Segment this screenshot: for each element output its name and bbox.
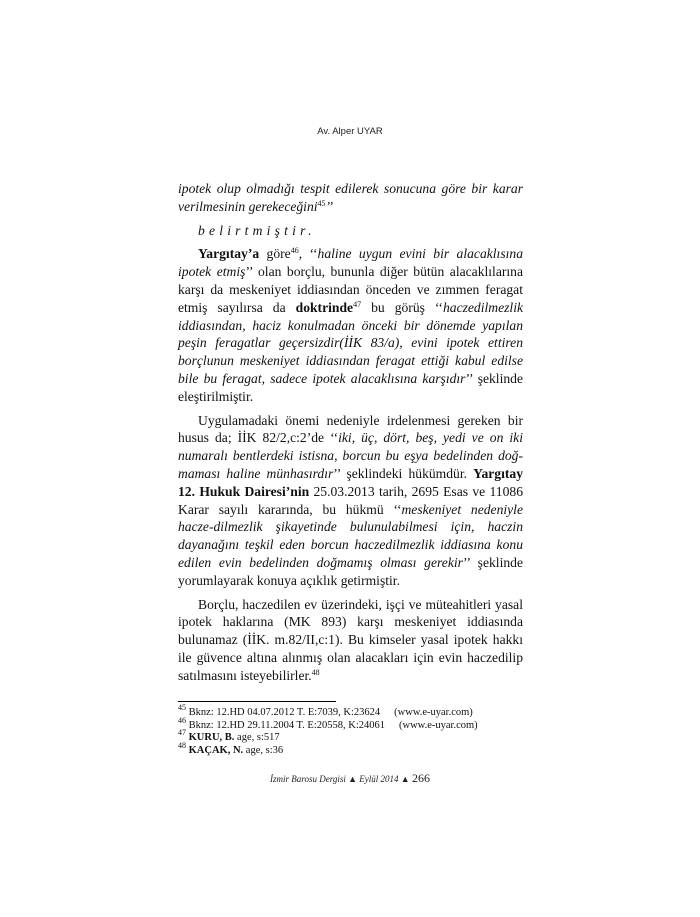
footnote-text: age, s:36 [243,744,284,756]
text-run: Yargıtay’a [198,246,260,262]
footnote-author: KAÇAK, N. [188,744,244,756]
paragraph [178,222,523,240]
page-number: 266 [411,771,430,786]
text-run: Uygulamadaki önemi nedeniyle irdelenmesi gereken bir husus da; İİK 82/2,c:2’de ‘‘ [178,412,523,446]
footnote-author: KURU, B. [188,732,235,744]
footnote [178,715,523,733]
footnote-text: Bknz: 12.HD 04.07.2012 T. E:7039, K:23624 [188,707,381,719]
text-run: Borçlu, haczedilen ev üzerindeki, işçi ve müteahitleri yasal ipotek haklarına (MK 893) karşı meskeniyet iddiasında bulunamaz (İİK. m.82/II,c:1). Bu kimseler yasal ipotek hakkı ile güvence altına alınmış olan alacakları için evin haczedilip satılmasını isteyebilirler. [178,596,523,683]
text-run: bu görüş ‘‘ [361,299,443,315]
separator-icon: ▲ [348,774,358,785]
paragraph [178,412,523,590]
footnote-text: age, s:517 [234,732,280,744]
text-run: ’’ [325,198,334,214]
text-run: iki, üç, dört, beş, yedi ve on iki numaralı bentlerdeki istisna, borcun bu eşya bedelinden doğ-maması haline münhasırdır [178,430,523,481]
paragraph [178,596,523,685]
footnote-ref: 48 [311,667,320,677]
journal-name: İzmir Barosu Dergisi [270,774,346,785]
text-run: ’’ şeklindeki hükümdür. [333,465,474,481]
paragraph [178,180,523,216]
footnote-divider [178,701,336,703]
footnote [178,740,523,758]
text-run: 25.03.2013 tarih, 2695 Esas ve 11086 Karar sayılı kararında, bu hükmü ‘‘ [178,483,523,517]
footnote-text: Bknz: 12.HD 29.11.2004 T. E:20558, K:24061 [188,719,386,731]
text-run: ’’ şeklinde eleştirilmiştir. [178,370,523,404]
text-run: haline uygun evini bir alacaklısına ipotek etmiş [178,246,523,280]
running-header: Av. Alper UYAR [317,126,383,137]
body-text [178,180,523,685]
footnote-ref: 45 [317,198,326,208]
text-run: göre [259,246,291,262]
text-run: belirtmiştir. [198,222,316,238]
text-run: ipotek olup olmadığı tespit edilerek sonucuna göre bir karar verilmesinin gerekeceğini [178,181,523,214]
text-run: ’’ şeklinde yorumlayarak konuya açıklık getirmiştir. [178,554,523,588]
text-run: ’’ olan borçlu, bununla diğer bütün alacaklılarına karşı da meskeniyet iddiasından önceden ve zımmen feragat etmiş sayılırsa da [178,264,523,315]
footnote-number: 47 [178,728,186,738]
text-run: Yargıtay 12. Hukuk Dairesi’nin [178,465,523,499]
footnote-url: (www.e-uyar.com) [394,707,473,719]
footnote-ref: 46 [290,246,299,256]
footnote-url: (www.e-uyar.com) [399,719,478,731]
text-run: , ‘‘ [298,246,318,262]
issue-date: Eylül 2014 [359,774,399,785]
footnote-ref: 47 [353,299,362,309]
footnote-number: 45 [178,703,186,713]
paragraph [178,245,523,405]
page-footer [0,771,700,806]
footnotes [178,703,523,757]
footnote [178,728,523,745]
separator-icon: ▲ [400,774,410,785]
footnote-number: 46 [178,715,186,725]
footnote [178,703,523,720]
text-run: haczedilmezlik iddiasından, haciz konulmadan önceki bir dönemde yapılan peşin feragatlar geçersizdir(İİK 83/a), evini ipotek ettiren borçlunun meskeniyet iddiasından feragat ettiği kabul edilse bile bu feragat, sadece ipotek alacaklısına karşıdır [178,299,523,386]
text-run: meskeniyet nedeniyle hacze-dilmezlik şikayetinde bulunulabilmesi için, haczin dayanağını teşkil eden borcun haczedilmezlik iddiasına konu edilen evin bedelinden doğmamış olması gerekir [178,501,523,570]
footnote-number: 48 [178,740,186,750]
text-run: doktrinde [295,299,354,315]
